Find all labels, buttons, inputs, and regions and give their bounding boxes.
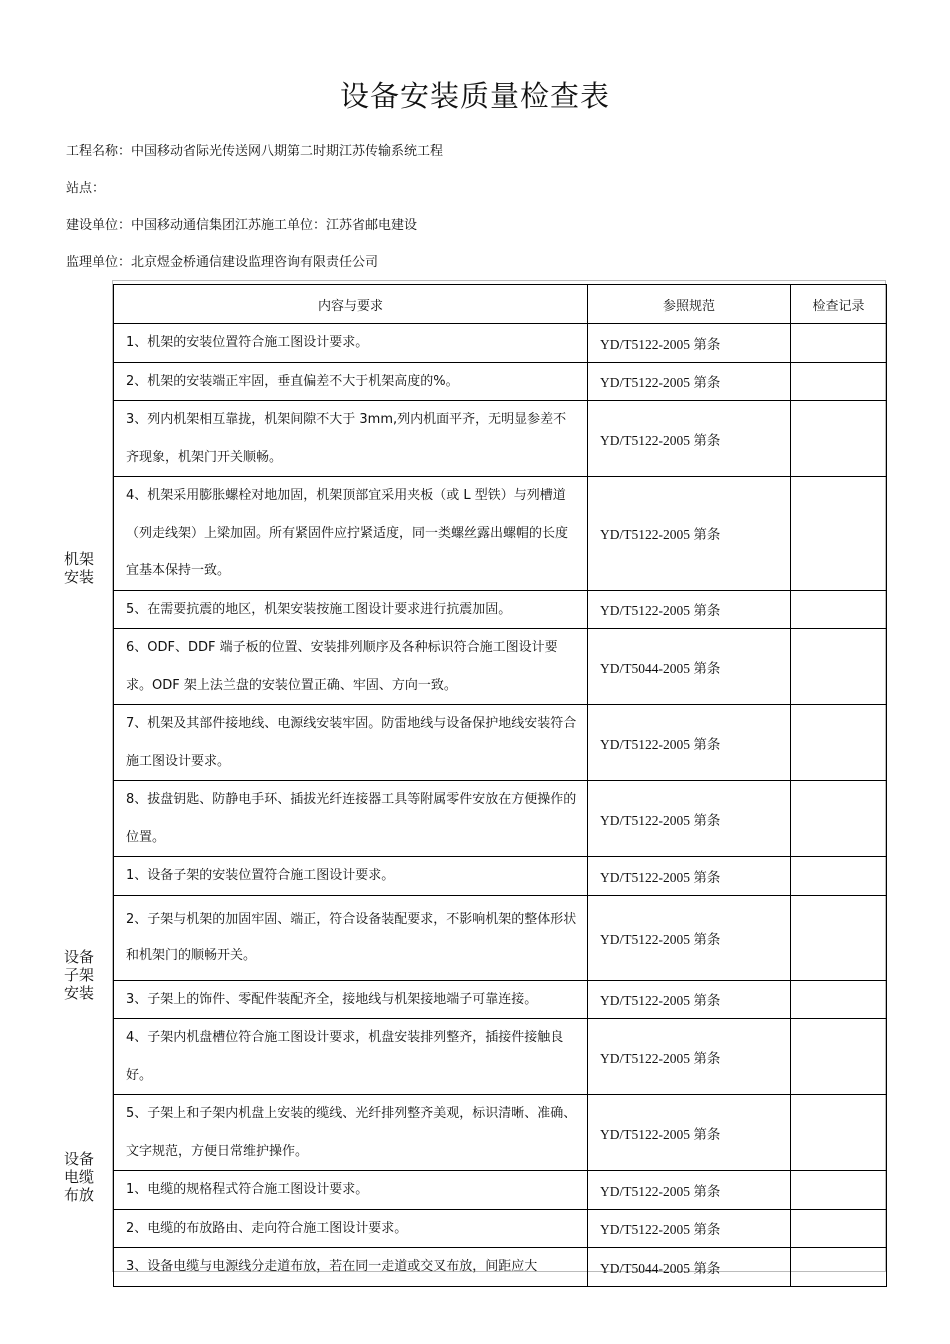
row-content: 8、拔盘钥匙、防静电手环、插拔光纤连接器工具等附属零件安放在方便操作的位置。 [114,781,588,857]
row-content: 2、电缆的布放路由、走向符合施工图设计要求。 [114,1209,588,1248]
row-record[interactable] [791,895,887,980]
section-label-rack: 机架安装 [63,550,94,586]
row-content: 2、子架与机架的加固牢固、端正，符合设备装配要求，不影响机架的整体形状和机架门的顺畅开关。 [114,895,588,980]
row-content: 5、子架上和子架内机盘上安装的缆线、光纤排列整齐美观，标识清晰、准确、文字规范，方便日常维护操作。 [114,1095,588,1171]
table-row [114,401,887,477]
row-content: 1、设备子架的安装位置符合施工图设计要求。 [114,857,588,896]
row-record[interactable] [791,1095,887,1171]
row-reference: YD/T5122-2005 第条 [588,590,791,629]
table-row [114,1019,887,1095]
table-row [114,1171,887,1210]
table-row [114,362,887,401]
row-record[interactable] [791,857,887,896]
builder-unit: 建设单位：中国移动通信集团江苏施工单位：江苏省邮电建设 [66,218,418,233]
table-row [114,590,887,629]
row-content: 1、电缆的规格程式符合施工图设计要求。 [114,1171,588,1210]
row-content: 1、机架的安装位置符合施工图设计要求。 [114,324,588,363]
row-content: 2、机架的安装端正牢固，垂直偏差不大于机架高度的%。 [114,362,588,401]
row-record[interactable] [791,629,887,705]
row-content: 3、列内机架相互靠拢，机架间隙不大于 3mm,列内机面平齐，无明显参差不齐现象，机架门开关顺畅。 [114,401,588,477]
table-row [114,781,887,857]
row-content: 5、在需要抗震的地区，机架安装按施工图设计要求进行抗震加固。 [114,590,588,629]
row-reference: YD/T5044-2005 第条 [588,629,791,705]
section-label-cable: 设备电缆布放 [63,1150,94,1204]
row-reference: YD/T5122-2005 第条 [588,781,791,857]
row-record[interactable] [791,362,887,401]
row-content: 6、ODF、DDF 端子板的位置、安装排列顺序及各种标识符合施工图设计要求。ODF 架上法兰盘的安装位置正确、牢固、方向一致。 [114,629,588,705]
row-record[interactable] [791,477,887,591]
table-row [114,1248,887,1287]
table-header-row [114,285,887,324]
table-row [114,1209,887,1248]
row-reference: YD/T5122-2005 第条 [588,980,791,1019]
inspection-table [113,284,887,1287]
row-content: 4、机架采用膨胀螺栓对地加固，机架顶部宜采用夹板（或 L 型铁）与列槽道（列走线架）上梁加固。所有紧固件应拧紧适度，同一类螺丝露出螺帽的长度宜基本保持一致。 [114,477,588,591]
row-record[interactable] [791,980,887,1019]
section-label-subrack: 设备子架安装 [63,948,94,1002]
table-row [114,324,887,363]
row-reference: YD/T5122-2005 第条 [588,1095,791,1171]
table-row [114,857,887,896]
row-content: 3、子架上的饰件、零配件装配齐全，接地线与机架接地端子可靠连接。 [114,980,588,1019]
row-record[interactable] [791,1171,887,1210]
row-reference: YD/T5122-2005 第条 [588,1171,791,1210]
row-record[interactable] [791,324,887,363]
row-record[interactable] [791,1019,887,1095]
table-row [114,980,887,1019]
table-row [114,477,887,591]
row-reference: YD/T5122-2005 第条 [588,857,791,896]
table-row [114,629,887,705]
row-record[interactable] [791,705,887,781]
row-reference: YD/T5122-2005 第条 [588,705,791,781]
row-reference: YD/T5122-2005 第条 [588,1019,791,1095]
row-record[interactable] [791,401,887,477]
row-record[interactable] [791,781,887,857]
supervisor-unit: 监理单位：北京煜金桥通信建设监理咨询有限责任公司 [66,255,379,270]
page-title: 设备安装质量检查表 [339,79,610,113]
row-record[interactable] [791,590,887,629]
row-reference: YD/T5122-2005 第条 [588,1209,791,1248]
header-content: 内容与要求 [114,285,588,324]
row-record[interactable] [791,1209,887,1248]
header-record: 检查记录 [791,285,887,324]
row-content: 7、机架及其部件接地线、电源线安装牢固。防雷地线与设备保护地线安装符合施工图设计要求。 [114,705,588,781]
row-reference: YD/T5122-2005 第条 [588,362,791,401]
row-reference: YD/T5122-2005 第条 [588,895,791,980]
header-reference: 参照规范 [588,285,791,324]
table-row [114,1095,887,1171]
project-name: 工程名称：中国移动省际光传送网八期第二时期江苏传输系统工程 [66,144,444,159]
row-reference: YD/T5122-2005 第条 [588,401,791,477]
row-reference: YD/T5122-2005 第条 [588,324,791,363]
table-row [114,705,887,781]
row-content: 3、设备电缆与电源线分走道布放，若在同一走道或交叉布放，间距应大 [114,1248,588,1287]
table-row [114,895,887,980]
row-record[interactable] [791,1248,887,1287]
site-field: 站点： [66,181,106,196]
row-reference: YD/T5122-2005 第条 [588,477,791,591]
row-content: 4、子架内机盘槽位符合施工图设计要求，机盘安装排列整齐，插接件接触良好。 [114,1019,588,1095]
row-reference: YD/T5044-2005 第条 [588,1248,791,1287]
